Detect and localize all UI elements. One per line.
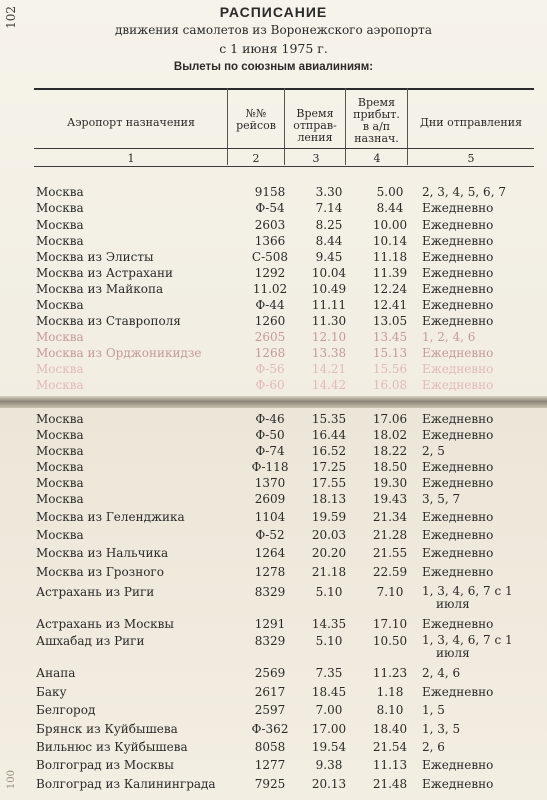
header-bottom-rule <box>34 166 534 167</box>
flight-number-cell: 2617 <box>254 685 286 699</box>
arrival-time-cell: 15.13 <box>372 346 408 360</box>
days-cell: Ежедневно <box>422 528 494 542</box>
col-header-destination: Аэропорт назначения <box>67 116 195 129</box>
arrival-time-cell: 12.24 <box>372 282 408 296</box>
arrival-time-cell: 19.43 <box>372 492 408 506</box>
arrival-time-cell: 18.50 <box>372 460 408 474</box>
arrival-time-cell: 21.55 <box>372 546 408 560</box>
arrival-time-cell: 11.23 <box>372 666 408 680</box>
departure-time-cell: 12.10 <box>311 330 347 344</box>
flight-number-cell: 1104 <box>254 510 286 524</box>
destination-cell: Москва <box>36 444 84 458</box>
days-cell: Ежедневно <box>422 510 494 524</box>
flight-number-cell: Ф-44 <box>255 298 285 312</box>
table-row <box>0 428 547 444</box>
table-row <box>0 777 547 793</box>
flight-number-cell: 1366 <box>254 234 286 248</box>
arrival-time-cell: 21.28 <box>372 528 408 542</box>
edge-mark: 100 <box>6 770 17 790</box>
destination-cell: Баку <box>36 685 67 699</box>
days-cell: Ежедневно <box>422 282 494 296</box>
destination-cell: Москва из Астрахани <box>36 266 174 280</box>
departure-time-cell: 18.45 <box>311 685 347 699</box>
arrival-time-cell: 15.56 <box>372 362 408 376</box>
departure-time-cell: 17.00 <box>311 722 347 736</box>
table-row <box>0 282 547 298</box>
departure-time-cell: 13.38 <box>311 346 347 360</box>
table-row <box>0 722 547 738</box>
arrival-time-cell: 11.13 <box>372 758 408 772</box>
destination-cell: Москва <box>36 362 84 376</box>
destination-cell: Москва из Орджоникидзе <box>36 346 202 360</box>
arrival-time-cell: 10.14 <box>372 234 408 248</box>
destination-cell: Москва <box>36 412 84 426</box>
flight-number-cell: 9158 <box>254 185 286 199</box>
days-cell: Ежедневно <box>422 298 494 312</box>
arrival-time-cell: 17.06 <box>372 412 408 426</box>
days-cell: Ежедневно <box>422 201 494 215</box>
destination-cell: Волгоград из Москвы <box>36 758 174 772</box>
departure-time-cell: 14.42 <box>311 378 347 392</box>
flight-number-cell: 1370 <box>254 476 286 490</box>
effective-date: с 1 июня 1975 г. <box>219 41 328 56</box>
col-number: 1 <box>127 152 135 165</box>
table-row <box>0 703 547 719</box>
departure-time-cell: 16.44 <box>311 428 347 442</box>
departure-time-cell: 7.14 <box>315 201 343 215</box>
arrival-time-cell: 13.45 <box>372 330 408 344</box>
col-header-departure: Время отправ- ления <box>293 107 337 144</box>
days-cell: Ежедневно <box>422 546 494 560</box>
days-cell: Ежедневно <box>422 314 494 328</box>
days-cell: Ежедневно <box>422 685 494 699</box>
flight-number-cell: 2597 <box>254 703 286 717</box>
days-cell: 1, 3, 4, 6, 7 с 1 июля <box>422 633 513 660</box>
destination-cell: Москва <box>36 428 84 442</box>
arrival-time-cell: 22.59 <box>372 565 408 579</box>
col-number: 4 <box>373 152 381 165</box>
destination-cell: Москва <box>36 234 84 248</box>
destination-cell: Белгород <box>36 703 96 717</box>
days-cell: 1, 3, 4, 6, 7 с 1 июля <box>422 584 513 611</box>
table-row <box>0 362 547 378</box>
departure-time-cell: 8.44 <box>315 234 343 248</box>
arrival-time-cell: 16.08 <box>372 378 408 392</box>
destination-cell: Москва из Нальчика <box>36 546 169 560</box>
flight-number-cell: 7925 <box>254 777 286 791</box>
table-row <box>0 565 547 581</box>
destination-cell: Москва <box>36 330 84 344</box>
table-row <box>0 218 547 234</box>
flight-number-cell: 2605 <box>254 330 286 344</box>
destination-cell: Москва <box>36 378 84 392</box>
departure-time-cell: 11.30 <box>311 314 347 328</box>
page-number: 102 <box>4 6 18 29</box>
days-cell: Ежедневно <box>422 777 494 791</box>
table-row <box>0 633 547 660</box>
flight-number-cell: Ф-362 <box>251 722 289 736</box>
table-row <box>0 685 547 701</box>
table-row <box>0 314 547 330</box>
arrival-time-cell: 11.39 <box>372 266 408 280</box>
subtitle: движения самолетов из Воронежского аэропорта <box>115 23 432 37</box>
days-cell: 1, 3, 5 <box>422 722 461 736</box>
departure-time-cell: 7.00 <box>315 703 343 717</box>
departure-time-cell: 10.49 <box>311 282 347 296</box>
col-header-flights: №№ рейсов <box>236 107 276 132</box>
days-cell: Ежедневно <box>422 266 494 280</box>
departure-time-cell: 20.13 <box>311 777 347 791</box>
days-cell: Ежедневно <box>422 565 494 579</box>
table-row <box>0 740 547 756</box>
destination-cell: Москва из Майкопа <box>36 282 164 296</box>
days-cell: Ежедневно <box>422 758 494 772</box>
arrival-time-cell: 1.18 <box>376 685 404 699</box>
days-cell: 1, 5 <box>422 703 445 717</box>
destination-cell: Москва из Геленджика <box>36 510 185 524</box>
destination-cell: Волгоград из Калининграда <box>36 777 216 791</box>
days-cell: Ежедневно <box>422 617 494 631</box>
departure-time-cell: 21.18 <box>311 565 347 579</box>
days-cell: Ежедневно <box>422 362 494 376</box>
destination-cell: Москва <box>36 298 84 312</box>
table-row <box>0 492 547 508</box>
days-cell: Ежедневно <box>422 428 494 442</box>
arrival-time-cell: 12.41 <box>372 298 408 312</box>
departure-time-cell: 15.35 <box>311 412 347 426</box>
destination-cell: Вильнюс из Куйбышева <box>36 740 188 754</box>
flight-number-cell: 2569 <box>254 666 286 680</box>
flight-number-cell: 1268 <box>254 346 286 360</box>
arrival-time-cell: 18.40 <box>372 722 408 736</box>
destination-cell: Москва <box>36 460 84 474</box>
flight-number-cell: 8058 <box>254 740 286 754</box>
section-heading: Вылеты по союзным авиалиниям: <box>173 61 374 73</box>
destination-cell: Москва <box>36 201 84 215</box>
table-row <box>0 584 547 611</box>
flight-number-cell: Ф-54 <box>255 201 285 215</box>
destination-cell: Астрахань из Риги <box>36 585 155 599</box>
table-row <box>0 546 547 562</box>
table-row <box>0 758 547 774</box>
arrival-time-cell: 18.22 <box>372 444 408 458</box>
table-row <box>0 617 547 633</box>
flight-number-cell: Ф-118 <box>251 460 289 474</box>
departure-time-cell: 18.13 <box>311 492 347 506</box>
destination-cell: Ашхабад из Риги <box>36 634 145 648</box>
departure-time-cell: 9.45 <box>315 250 343 264</box>
days-cell: 2, 4, 6 <box>422 666 461 680</box>
destination-cell: Москва <box>36 492 84 506</box>
arrival-time-cell: 5.00 <box>376 185 404 199</box>
table-row <box>0 234 547 250</box>
departure-time-cell: 17.55 <box>311 476 347 490</box>
flight-number-cell: 1260 <box>254 314 286 328</box>
destination-cell: Астрахань из Москвы <box>36 617 174 631</box>
days-cell: Ежедневно <box>422 346 494 360</box>
arrival-time-cell: 11.18 <box>372 250 408 264</box>
destination-cell: Москва <box>36 185 84 199</box>
flight-number-cell: 1264 <box>254 546 286 560</box>
table-row <box>0 476 547 492</box>
days-cell: Ежедневно <box>422 460 494 474</box>
days-cell: Ежедневно <box>422 378 494 392</box>
departure-time-cell: 8.25 <box>315 218 343 232</box>
arrival-time-cell: 17.10 <box>372 617 408 631</box>
col-header-arrival: Время прибыт. в а/п назнач. <box>353 96 400 145</box>
col-header-days: Дни отправления <box>419 116 523 129</box>
destination-cell: Москва <box>36 528 84 542</box>
flight-number-cell: Ф-74 <box>255 444 285 458</box>
flight-number-cell: 1291 <box>254 617 286 631</box>
flight-number-cell: Ф-56 <box>255 362 285 376</box>
arrival-time-cell: 21.48 <box>372 777 408 791</box>
table-row <box>0 346 547 362</box>
days-cell: 2, 6 <box>422 740 445 754</box>
table-row <box>0 298 547 314</box>
destination-cell: Москва из Грозного <box>36 565 164 579</box>
table-row <box>0 528 547 544</box>
flight-number-cell: 8329 <box>254 634 286 648</box>
arrival-time-cell: 10.50 <box>372 634 408 648</box>
flight-number-cell: 2609 <box>254 492 286 506</box>
arrival-time-cell: 21.34 <box>372 510 408 524</box>
departure-time-cell: 20.03 <box>311 528 347 542</box>
table-row <box>0 444 547 460</box>
destination-cell: Анапа <box>36 666 76 680</box>
flight-number-cell: Ф-46 <box>255 412 285 426</box>
table-row <box>0 250 547 266</box>
departure-time-cell: 19.54 <box>311 740 347 754</box>
destination-cell: Москва <box>36 218 84 232</box>
departure-time-cell: 10.04 <box>311 266 347 280</box>
arrival-time-cell: 19.30 <box>372 476 408 490</box>
page-title: РАСПИСАНИЕ <box>219 4 328 20</box>
arrival-time-cell: 7.10 <box>376 585 404 599</box>
days-cell: 1, 2, 4, 6 <box>422 330 476 344</box>
flight-number-cell: С-508 <box>251 250 289 264</box>
arrival-time-cell: 10.00 <box>372 218 408 232</box>
flight-number-cell: 2603 <box>254 218 286 232</box>
days-cell: 3, 5, 7 <box>422 492 461 506</box>
table-row <box>0 412 547 428</box>
header-rule <box>34 148 534 149</box>
flight-number-cell: Ф-60 <box>255 378 285 392</box>
table-row <box>0 266 547 282</box>
table-row <box>0 201 547 217</box>
arrival-time-cell: 13.05 <box>372 314 408 328</box>
departure-time-cell: 3.30 <box>315 185 343 199</box>
arrival-time-cell: 21.54 <box>372 740 408 754</box>
destination-cell: Брянск из Куйбышева <box>36 722 178 736</box>
days-cell: 2, 5 <box>422 444 445 458</box>
arrival-time-cell: 8.44 <box>376 201 404 215</box>
table-row <box>0 510 547 526</box>
departure-time-cell: 20.20 <box>311 546 347 560</box>
departure-time-cell: 9.38 <box>315 758 343 772</box>
departure-time-cell: 5.10 <box>315 585 343 599</box>
table-row <box>0 378 547 394</box>
arrival-time-cell: 18.02 <box>372 428 408 442</box>
col-number: 5 <box>467 152 475 165</box>
flight-number-cell: Ф-50 <box>255 428 285 442</box>
departure-time-cell: 5.10 <box>315 634 343 648</box>
days-cell: Ежедневно <box>422 412 494 426</box>
days-cell: Ежедневно <box>422 234 494 248</box>
col-number: 3 <box>312 152 320 165</box>
departure-time-cell: 11.11 <box>311 298 347 312</box>
flight-number-cell: Ф-52 <box>255 528 285 542</box>
days-cell: Ежедневно <box>422 250 494 264</box>
days-cell: Ежедневно <box>422 218 494 232</box>
table-row <box>0 185 547 201</box>
destination-cell: Москва <box>36 476 84 490</box>
flight-number-cell: 1292 <box>254 266 286 280</box>
flight-number-cell: 11.02 <box>252 282 288 296</box>
page-fold <box>0 396 547 408</box>
arrival-time-cell: 8.10 <box>376 703 404 717</box>
flight-number-cell: 1277 <box>254 758 286 772</box>
departure-time-cell: 17.25 <box>311 460 347 474</box>
destination-cell: Москва из Элисты <box>36 250 154 264</box>
table-row <box>0 460 547 476</box>
departure-time-cell: 19.59 <box>311 510 347 524</box>
table-row <box>0 330 547 346</box>
destination-cell: Москва из Ставрополя <box>36 314 181 328</box>
departure-time-cell: 14.35 <box>311 617 347 631</box>
departure-time-cell: 14.21 <box>311 362 347 376</box>
flight-number-cell: 8329 <box>254 585 286 599</box>
days-cell: 2, 3, 4, 5, 6, 7 <box>422 185 506 199</box>
flight-number-cell: 1278 <box>254 565 286 579</box>
table-row <box>0 666 547 682</box>
days-cell: Ежедневно <box>422 476 494 490</box>
departure-time-cell: 7.35 <box>315 666 343 680</box>
departure-time-cell: 16.52 <box>311 444 347 458</box>
col-number: 2 <box>252 152 260 165</box>
